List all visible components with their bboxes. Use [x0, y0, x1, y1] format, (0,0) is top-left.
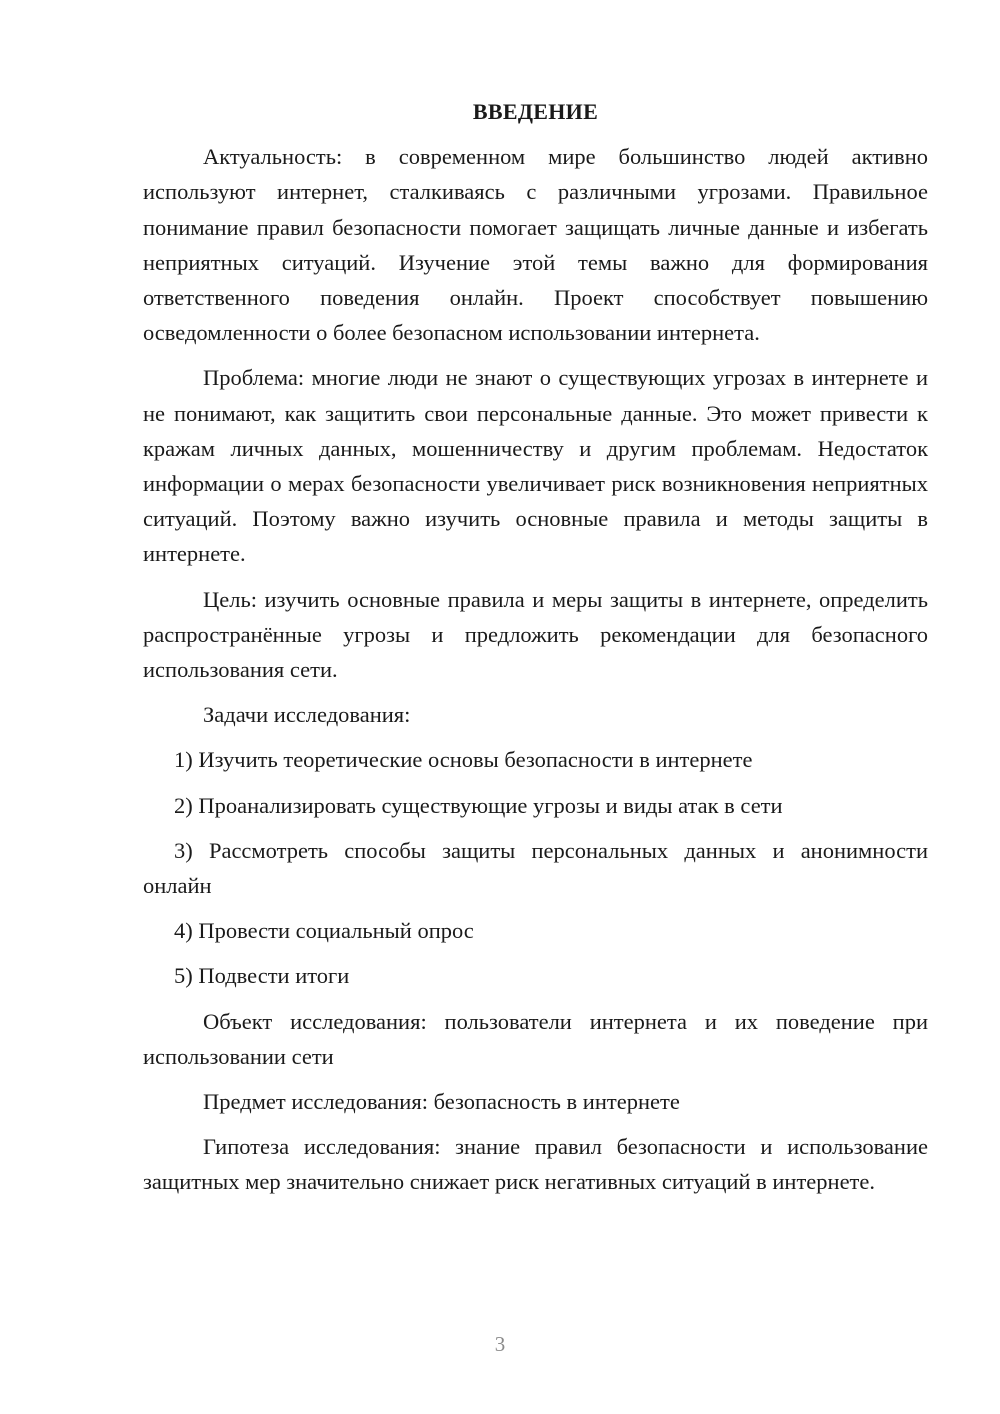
page-number: 3 [494, 1332, 506, 1356]
list-item-task-5: 5) Подвести итоги [174, 963, 350, 989]
paragraph-goal: Цель: изучить основные правила и меры защиты в интернете, определить распространённые угрозы и предложить рекомендации для безопасного использования сети. [143, 586, 928, 683]
paragraph-problem: Проблема: многие люди не знают о существующих угрозах в интернете и не понимают, как защитить свои персональные данные. Это может привести к кражам личных данных, мошенничеству и другим проблемам. Недостаток информации о мерах безопасности увеличивает риск возникновения неприятных ситуаций. Поэтому важно изучить основные правила и методы защиты в интернете. [143, 365, 928, 567]
paragraph-object: Объект исследования: пользователи интернета и их поведение при использовании сети [143, 1008, 928, 1069]
list-item-task-3: 3) Рассмотреть способы защиты персональных данных и анонимности онлайн [143, 837, 928, 899]
tasks-heading: Задачи исследования: [203, 702, 411, 728]
list-item-task-1: 1) Изучить теоретические основы безопасности в интернете [174, 747, 753, 773]
paragraph-subject: Предмет исследования: безопасность в интернете [203, 1089, 680, 1115]
document-page [143, 94, 928, 1210]
page-title: ВВЕДЕНИЕ [472, 99, 599, 124]
list-item-task-2: 2) Проанализировать существующие угрозы и виды атак в сети [174, 792, 783, 818]
list-item-task-4: 4) Провести социальный опрос [174, 918, 474, 944]
paragraph-relevance: Актуальность: в современном мире большинство людей активно используют интернет, сталкиваясь с различными угрозами. Правильное понимание правил безопасности помогает защищать личные данные и избегать неприятных ситуаций. Изучение этой темы важно для формирования ответственного поведения онлайн. Проект способствует повышению осведомленности о более безопасном использовании интернета. [143, 144, 928, 346]
paragraph-hypothesis: Гипотеза исследования: знание правил безопасности и использование защитных мер значительно снижает риск негативных ситуаций в интернете. [143, 1134, 928, 1195]
